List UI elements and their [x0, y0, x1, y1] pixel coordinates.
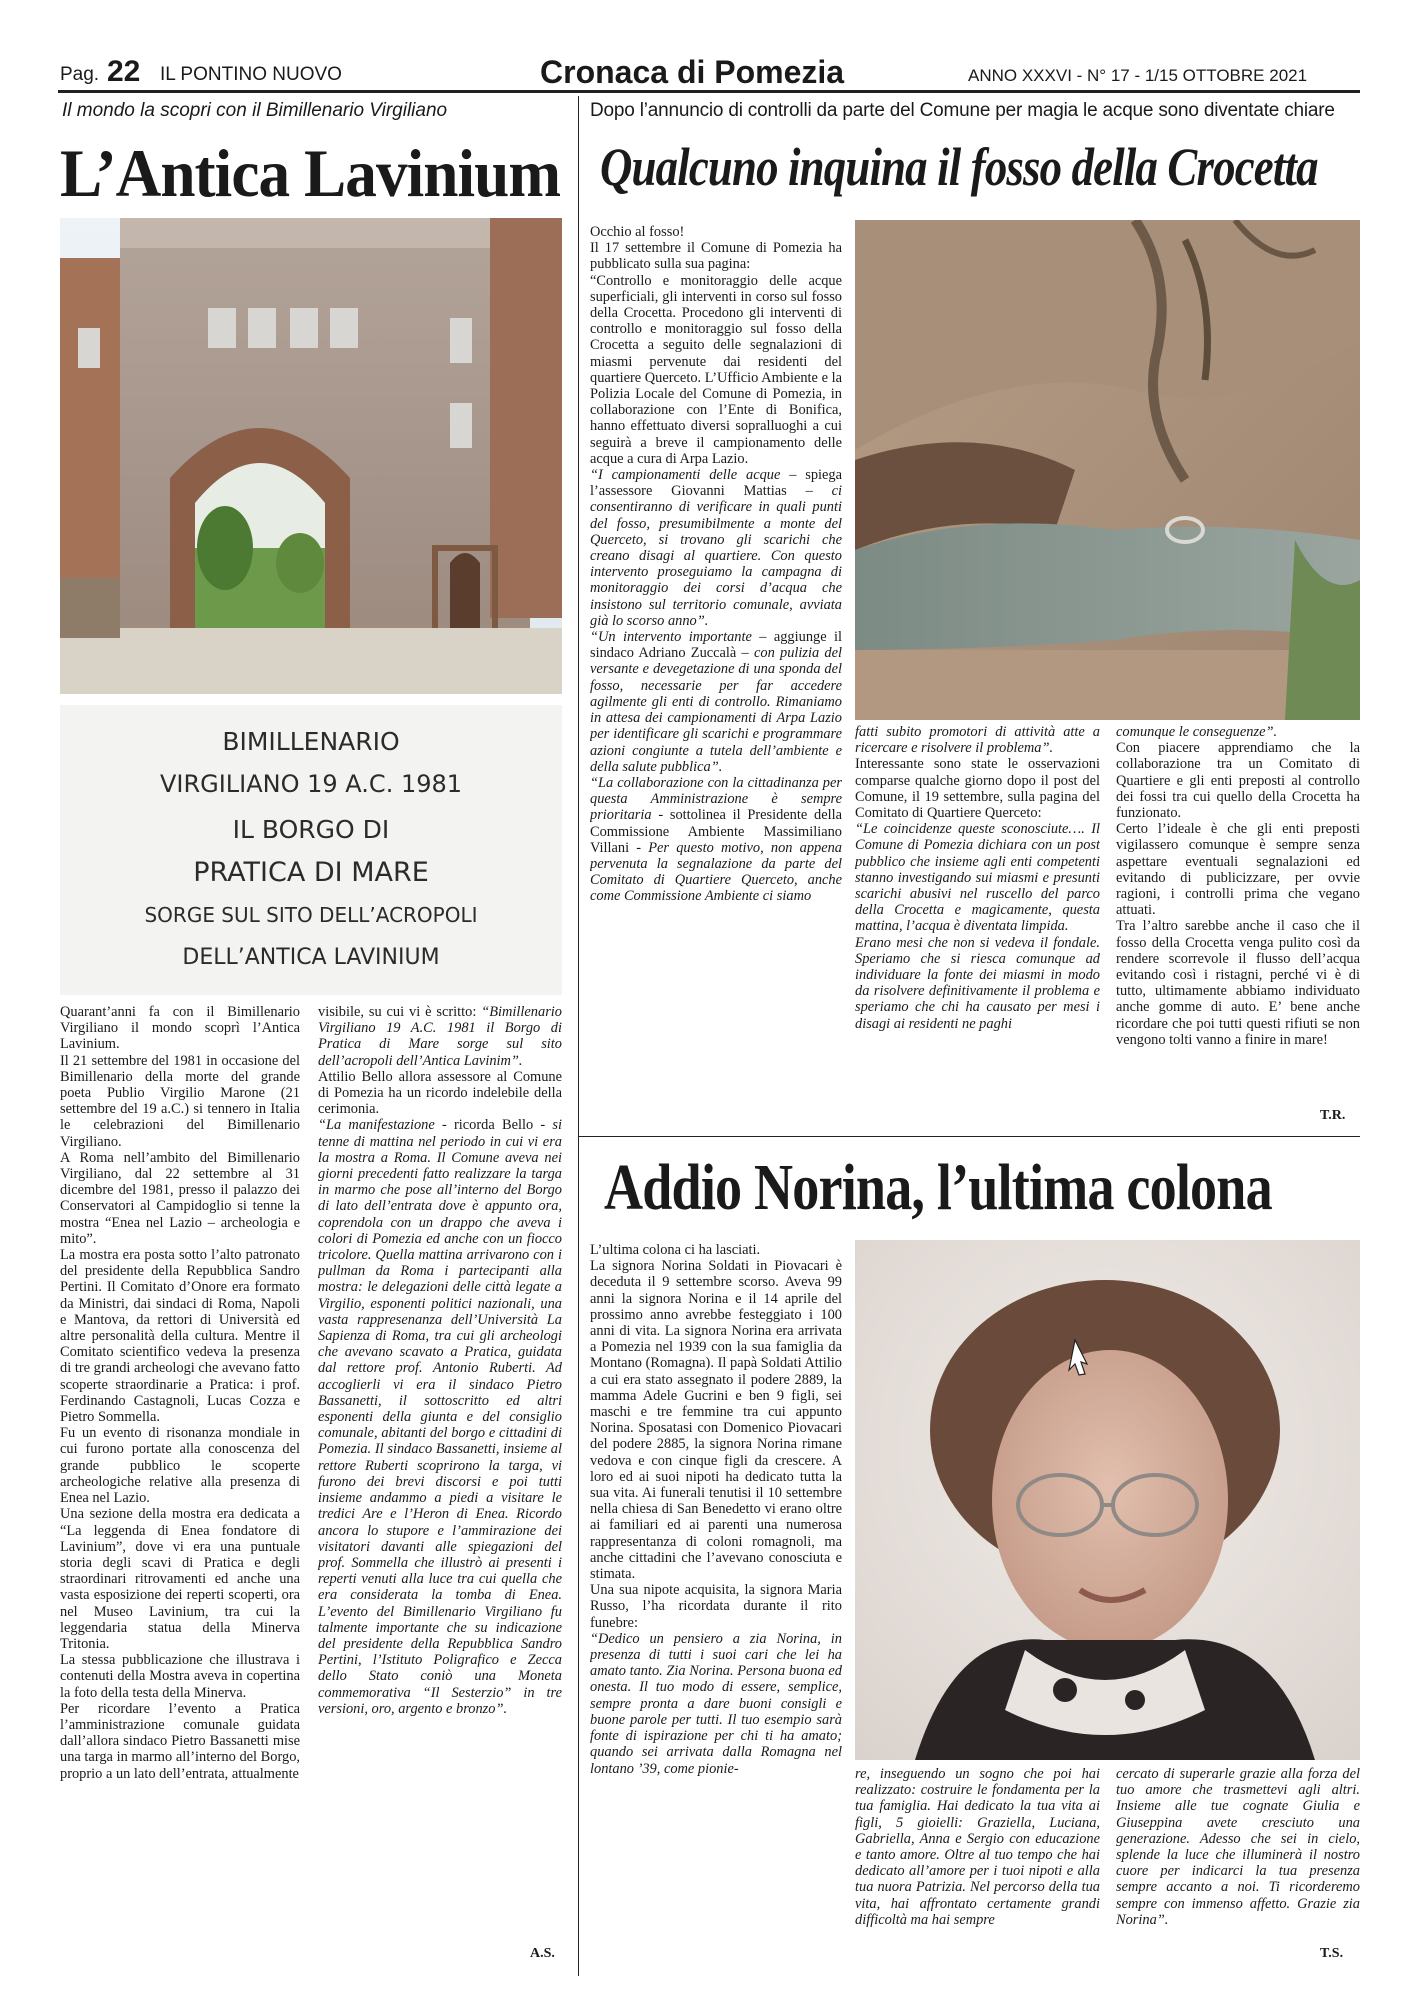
- paragraph: Erano mesi che non si vedeva il fondale. Speriamo che si riesca comunque ad individuare la fonte dei miasmi in modo da risolvere definitivamente il problema e speriamo che chi ha causato per mesi i disagi ai residenti ne paghi: [855, 934, 1100, 1032]
- paragraph: Il 17 settembre il Comune di Pomezia ha pubblicato sulla sua pagina:: [590, 240, 842, 273]
- paragraph: “Controllo e monitoraggio delle acque superficiali, gli interventi in corso sul fosso della Crocetta. Procedono gli interventi di controllo e monitoraggio sul fosso della Crocetta a seguito delle segnalazioni di miasmi pervenute dai residenti del quartiere Querceto. L’Ufficio Ambiente e la Polizia Locale del Comune di Pomezia, in collaborazione con l’Ente di Bonifica, hanno effettuato diversi sopralluoghi a cui seguirà a breve il campionamento delle acque a cura di Arpa Lazio.: [590, 272, 842, 467]
- plaque-line-5: SORGE SUL SITO DELL’ACROPOLI: [144, 903, 478, 927]
- page-number: 22: [107, 55, 141, 88]
- paragraph: Interessante sono state le osservazioni comparse qualche giorno dopo il post del Comune, il 19 settembre, sulla pagina del Comitato di Quartiere Querceto:: [855, 756, 1100, 822]
- section-title: Cronaca di Pomezia: [540, 54, 845, 90]
- plaque-line-3: IL BORGO DI: [232, 815, 390, 844]
- lavinium-signature: A.S.: [530, 1946, 555, 1961]
- plaque-line-1: BIMILLENARIO: [222, 727, 400, 756]
- plaque-line-6: DELL’ANTICA LAVINIUM: [182, 945, 440, 970]
- paragraph: Certo l’ideale è che gli enti preposti vigilassero comunque è sempre senza aspettare eventuali segnalazioni ed evitando di publicizzare, per ovvie ragioni, i controlli prima che vegano attuati.: [1116, 821, 1360, 919]
- plaque-line-4: PRATICA DI MARE: [193, 857, 429, 888]
- paragraph: comunque le conseguenze”.: [1116, 724, 1278, 740]
- quote: “Bimillenario Virgiliano 19 A.C. 1981 il Borgo di Pratica di Mare sorge sul sito dell’acropoli dell’Antica Lavinim”.: [318, 1004, 562, 1069]
- norina-signature: T.S.: [1320, 1946, 1344, 1961]
- paragraph: [590, 775, 842, 905]
- paragraph: Attilio Bello allora assessore al Comune di Pomezia ha un ricordo indelebile della cerimonia.: [318, 1068, 562, 1118]
- issue-info: ANNO XXXVI - N° 17 - 1/15 OTTOBRE 2021: [968, 66, 1308, 85]
- quote: “I campionamenti delle acque: [590, 467, 781, 484]
- quote: “Un intervento importante: [590, 629, 752, 646]
- paragraph: A Roma nell’ambito del Bimillenario Virgiliano, dal 22 settembre al 31 dicembre del 1981, presso il palazzo dei Conservatori al Campidoglio si tenne la mostra “Enea nel Lazio – archeologia e mito”.: [60, 1149, 300, 1247]
- paragraph: Tra l’altro sarebbe anche il caso che il fosso della Crocetta venga pulito così da rendere scorrevole il flusso dell’acqua evitando così i ristagni, perché vi è di tutto, ultimamente abbiamo individuato anche gomme di auto. E’ bene anche ricordare che poi tutti questi rifiuti se non vengono tolti vanno a finire in mare!: [1116, 918, 1360, 1048]
- lavinium-column-2: [318, 1004, 562, 1944]
- section-divider: [578, 1136, 1360, 1137]
- paragraph: Quarant’anni fa con il Bimillenario Virgiliano il mondo scoprì l’Antica Lavinium.: [60, 1004, 300, 1053]
- text-run: – aggiunge il sindaco Adriano Zuccalà –: [590, 629, 842, 662]
- paragraph: La mostra era posta sotto l’alto patronato del presidente della Repubblica Sandro Pertini. Il Comitato d’Onore era formato da Ministri, dai sindaci di Roma, Napoli e Mantova, da rettori di Università ed altre personalità della cultura. Mentre il Comitato scientifico vedeva la presenza di tre grandi archeologi che avevano fatto scoperte straordinarie a Pratica: i prof. Ferdinando Castagnoli, Lucas Cozza e Pietro Sommella.: [60, 1247, 300, 1426]
- text-run: - ricorda Bello -: [434, 1117, 553, 1134]
- paragraph: Fu un evento di risonanza mondiale in cui furono portate alla conoscenza del grande pubblico le scoperte archeologiche relative alla presenza di Enea nel Lazio.: [60, 1425, 300, 1507]
- paragraph: [318, 1117, 562, 1717]
- lavinium-column-1: [60, 1004, 300, 1966]
- paragraph: Per ricordare l’evento a Pratica l’amministrazione comunale guidata dall’allora sindaco Pietro Bassanetti mise una targa in marmo all’interno del Borgo, proprio a un lato dell’entrata, attualmente: [60, 1700, 300, 1782]
- paragraph: L’ultima colona ci ha lasciati.: [590, 1242, 761, 1258]
- paragraph: Una sua nipote acquisita, la signora Maria Russo, l’ha ricordata durante il rito funebre:: [590, 1582, 842, 1631]
- lavinium-kicker: Il mondo la scopri con il Bimillenario Virgiliano: [62, 100, 448, 121]
- borgo-gate-photo: [60, 218, 562, 694]
- paragraph: “Dedico un pensiero a zia Norina, in presenza di tutti i suoi cari che lei ha amato tanto. Zia Norina. Persona buona ed onesta. Il tuo modo di essere, semplice, sempre pronta a dare buoni consigli e buone parole per tutti. Il tuo esempio sarà fonte di ispirazione per chi ti ha amato; quando sei arrivata dalla Romagna nel lontano ’39, come pionie-: [590, 1630, 842, 1777]
- paragraph: cercato di superarle grazie alla forza del tuo amore che trasmettevi agli altri. Insieme alle tue cognate Giulia e Giuseppina avete cresciuto una generazione. Adesso che sei in cielo, splende la luce che illuminerà il nostro cuore per indicarci la tua presenza sempre accanto a noi. Ti ricorderemo sempre con immenso affetto. Grazie zia Norina”.: [1116, 1766, 1360, 1928]
- quote: Per questo motivo, non appena pervenuta la segnalazione da parte del Comitato di Quartiere Querceto, anche come Commissione Ambiente ci siamo: [590, 839, 842, 905]
- plaque-line-2: VIRGILIANO 19 A.C. 1981: [159, 770, 463, 798]
- column-divider: [578, 96, 579, 1976]
- crocetta-ditch-photo: [855, 220, 1360, 720]
- paragraph: Occhio al fosso!: [590, 224, 685, 240]
- norina-column-3: [1116, 1766, 1360, 1946]
- paragraph: [590, 629, 842, 775]
- norina-title: Addio Norina, l’ultima colona: [604, 1151, 1272, 1224]
- paragraph: fatti subito promotori di attività atte a ricercare e risolvere il problema”.: [855, 724, 1100, 757]
- masthead-rule: [58, 90, 1360, 93]
- norina-portrait-photo: [855, 1240, 1360, 1760]
- paper-name: IL PONTINO NUOVO: [160, 64, 342, 85]
- paragraph: re, inseguendo un sogno che poi hai realizzato: costruire le fondamenta per la tua famiglia. Hai dedicato la tua vita ai figli, 5 gioielli: Graziella, Luciana, Gabriella, Anna e Sergio con educazione e tanto amore. Oltre al tuo tempo che hai dedicato all’amore per i tuoi nipoti e alla tua nuora Patrizia. Nel percorso della tua vita, hai affrontato certamente grandi difficoltà ma hai sempre: [855, 1766, 1100, 1928]
- norina-column-1: [590, 1242, 842, 1962]
- paragraph: “Le coincidenze queste sconosciute…. Il Comune di Pomezia dichiara con un post pubblico che insieme agli enti competenti stanno investigando sui miasmi e presunti scarichi abusivi nel ruscello del parco della Crocetta e magicamente, questa mattina, l’acqua è diventata limpida.: [855, 821, 1100, 935]
- text-run: – spiega l’assessore Giovanni Mattias –: [590, 467, 842, 500]
- paragraph: La signora Norina Soldati in Piovacari è deceduta il 9 settembre scorso. Aveva 99 anni la signora Norina e il 14 aprile del prossimo anno avrebbe festeggiato i 100 anni di vita. La signora Norina era arrivata a Pomezia nel 1939 con la sua famiglia da Montano (Romagna). Il papà Soldati Attilio a cui era stato assegnato il podere 2889, la mamma Adele Gucrini e ben 9 figli, sei maschi e tre femmine tra cui appunto Norina. Sposatasi con Domenico Piovacari del podere 2885, la signora Norina rimane vedova e con cinque figli da crescere. A loro ed ai suoi nipoti ha dedicato tutta la sua vita. Ai funerali tenutisi il 10 settembre nella chiesa di San Benedetto vi erano oltre ai familiari ed ai parenti una numerosa rappresentanza di coloni romagnoli, ma anche cittadini che l’avevano conosciuta e stimata.: [590, 1258, 842, 1583]
- paragraph: La stessa pubblicazione che illustrava i contenuti della Mostra aveva in copertina la foto della testa della Minerva.: [60, 1652, 300, 1701]
- quote: “La manifestazione: [318, 1117, 435, 1134]
- quote: ci consentiranno di verificare in quali punti del fosso, presumibilmente a monte del Querceto, si trovano gli scarichi che creano disagi al quartiere. Con questo intervento proseguiamo la campagna di monitoraggio dei corsi d’acqua che insistono sul territorio comunale, avviata già lo scorso anno”.: [590, 483, 842, 629]
- page-label: Pag.: [60, 64, 100, 85]
- crocetta-signature: T.R.: [1320, 1108, 1346, 1123]
- lavinium-title: L’Antica Lavinium: [60, 135, 561, 211]
- paragraph: [318, 1004, 562, 1069]
- text-run: - sottolinea il Presidente della Commissione Ambiente Massimiliano Villani -: [590, 807, 842, 856]
- text-run: visibile, su cui vi è scritto:: [318, 1004, 482, 1020]
- crocetta-title: Qualcuno inquina il fosso della Crocetta: [600, 137, 1318, 197]
- crocetta-kicker: Dopo l’annuncio di controlli da parte del Comune per magia le acque sono diventate chiare: [590, 100, 1335, 121]
- crocetta-column-1: [590, 224, 842, 1124]
- quote: con pulizia del versante e devegetazione di una sponda del fosso, necessarie per far accedere agilmente gli enti di controllo. Rimaniamo in attesa dei campionamenti di Arpa Lazio per identificare gli scarichi e programmare azioni congiunte a tutela dell’ambiente e della salute pubblica”.: [590, 645, 842, 775]
- commemorative-plaque: [60, 705, 562, 995]
- paragraph: Con piacere apprendiamo che la collaborazione tra un Comitato di Quartiere e gli enti preposti al controllo dei fossi tra cui quello della Crocetta ha funzionato.: [1116, 740, 1360, 822]
- norina-column-2: [855, 1766, 1100, 1966]
- paragraph: Una sezione della mostra era dedicata a “La leggenda di Enea fondatore di Lavinium”, dove vi era una puntuale storia degli scavi di Pratica e degli straordinari ritrovamenti ed anche una vasta esposizione dei reperti scoperti, ora nel Museo Lavinium, tra cui la leggendaria statua della Minerva Tritonia.: [60, 1506, 300, 1652]
- quote: si tenne di mattina nel periodo in cui vi era la mostra a Roma. Il Comune aveva nei giorni precedenti fatto realizzare la targa in marmo che pose all’interno del Borgo di lato dell’entrata dove è appunto ora, coprendola con un drappo che aveva i colori di Pomezia ed anche con un fiocco tricolore. Quella mattina arrivarono con i pullman da Roma i partecipanti alla mostra: le delegazioni delle città legate a Virgilio, esponenti politici nazionali, una vasta rappresenanza dell’Università La Sapienza di Roma, tra cui gli archeologi che avevano scavato a Pratica, guidata dal rettore prof. Antonio Ruberti. Ad accoglierli vi era il sindaco Pietro Bassanetti, il sottoscritto ed altri esponenti della giunta e del consiglio comunale, abitanti del borgo e cittadini di Pomezia. Il sindaco Bassanetti, insieme al rettore Ruberti scoprirono la targa, vi furono dei brevi discorsi e poi tutti insieme andammo a piedi a visitare le tredici Are e l’Heron di Enea. Ricordo ancora lo stupore e l’ammirazione dei visitatori davanti alle spiegazioni del prof. Sommella che illustrò ai presenti i reperti venuti alla luce tra cui quella che era considerata la tomba di Enea. L’evento del Bimillenario Virgiliano fu talmente importante che su indicazione del presidente della Repubblica Sandro Pertini, l’Istituto Poligrafico e Zecca dello Stato coniò una Moneta commemorativa “Il Sesterzio” in tre versioni, oro, argento e bronzo”.: [318, 1117, 562, 1717]
- paragraph: Il 21 settembre del 1981 in occasione del Bimillenario della morte del grande poeta Publio Virgilio Marone (21 settembre del 19 a.C.) si tennero in Italia le celebrazioni del Bimillenario Virgiliano.: [60, 1052, 300, 1150]
- quote: “La collaborazione con la cittadinanza per questa Amministrazione è sempre prioritaria: [590, 774, 842, 824]
- paragraph: [590, 467, 842, 629]
- crocetta-column-3: [1116, 724, 1360, 1104]
- crocetta-column-2: [855, 724, 1100, 1124]
